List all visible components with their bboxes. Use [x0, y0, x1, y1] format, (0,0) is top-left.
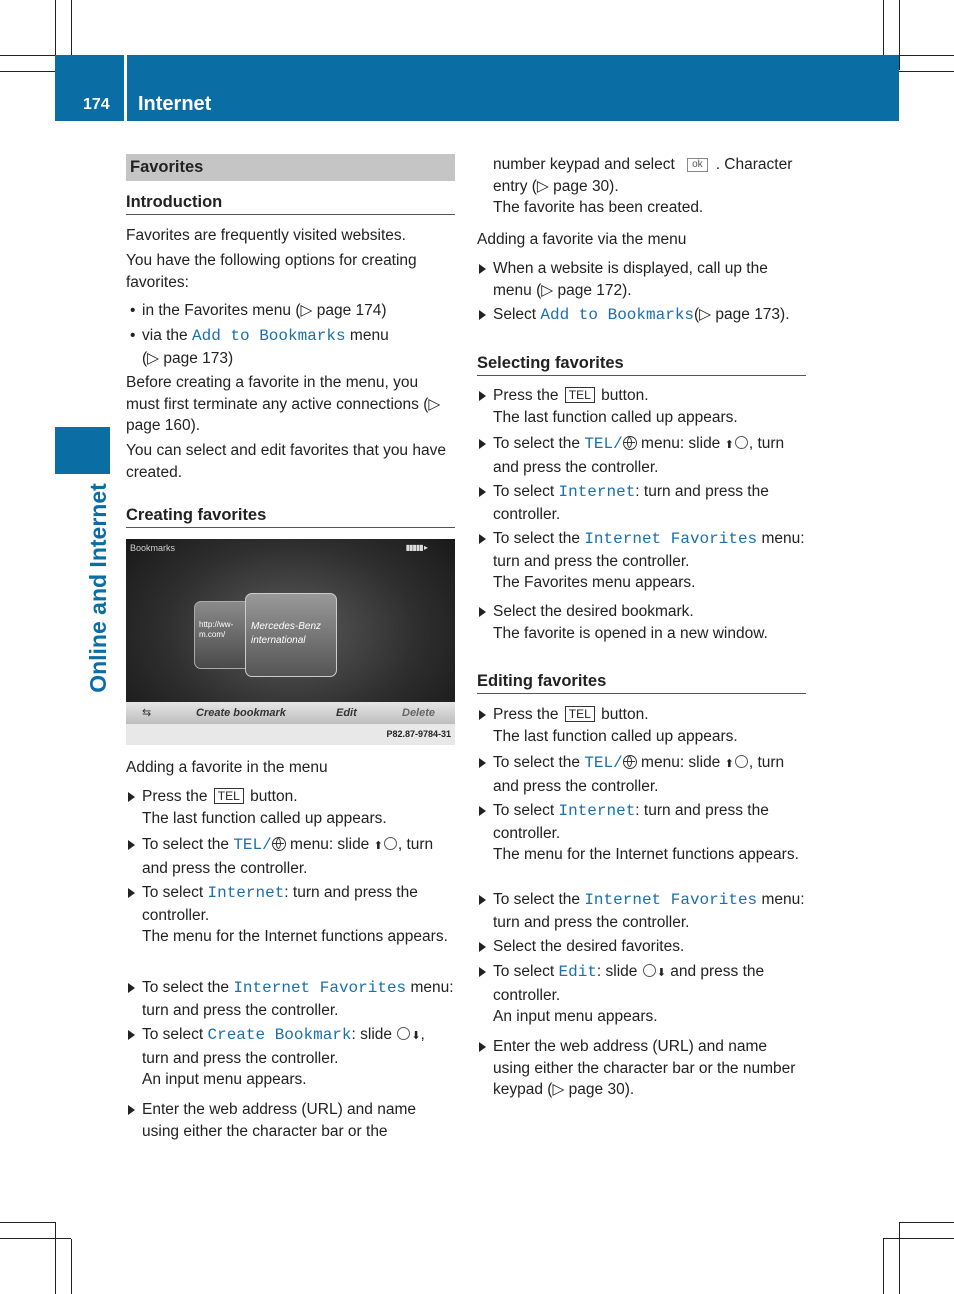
step-text: button. [245, 788, 298, 805]
step-result: The last function called up appears. [493, 727, 738, 745]
intro-paragraph: Favorites are frequently visited websites. [126, 227, 406, 244]
step-text: (▷ page 173). [694, 306, 790, 323]
crop-mark [0, 1222, 55, 1223]
procedure-intro: Adding a favorite via the menu [477, 231, 687, 248]
crop-mark [899, 1222, 954, 1223]
favorites-bar: Favorites [126, 154, 455, 181]
step-result: The last function called up appears. [142, 809, 387, 827]
menu-name: Internet Favorites [584, 530, 758, 548]
step-arrow-icon [128, 983, 135, 993]
introduction-heading: Introduction [126, 191, 455, 215]
step-text: , turn and press the controller. [493, 754, 785, 795]
step-result: The Favorites menu appears. [493, 574, 696, 591]
step-text: button. [596, 706, 649, 723]
step-item [477, 936, 806, 958]
step-item [126, 1099, 455, 1142]
step-item [477, 385, 806, 428]
step-text: : slide [596, 963, 642, 980]
step-text: To select [142, 1026, 208, 1043]
edit-item: Edit [336, 707, 357, 719]
intro-paragraph: You have the following options for creating favorites: [126, 252, 417, 291]
crop-mark [899, 71, 954, 72]
step-text: When a website is displayed, call up the menu (▷ page 172). [493, 260, 768, 299]
step-arrow-icon [479, 895, 486, 905]
step-text: Select the desired favorites. [493, 938, 685, 955]
selecting-favorites-heading: Selecting favorites [477, 352, 806, 376]
crop-mark [55, 1222, 56, 1294]
step-result: The menu for the Internet functions appears. [142, 928, 448, 945]
step-result: The favorite is opened in a new window. [493, 624, 768, 642]
crop-mark [0, 1238, 71, 1239]
step-arrow-icon [479, 967, 486, 977]
bookmark-tile-url: http://ww- m.com/ [199, 620, 234, 639]
slide-up-arrow-icon: ⬆ [373, 840, 383, 852]
step-result: An input menu appears. [142, 1071, 307, 1088]
step-arrow-icon [479, 607, 486, 617]
step-item [126, 977, 455, 1021]
bullet-item [126, 300, 455, 322]
step-arrow-icon [479, 710, 486, 720]
menu-name: TEL/ [584, 754, 623, 772]
crop-mark [883, 1239, 884, 1294]
step-arrow-icon [479, 806, 486, 816]
step-text: Select [493, 306, 541, 323]
menu-name: Add to Bookmarks [191, 327, 346, 345]
step-arrow-icon [479, 942, 486, 952]
step-item [477, 800, 806, 866]
step-text: menu: slide [285, 836, 374, 853]
editing-favorites-heading: Editing favorites [477, 670, 806, 694]
step-result: An input menu appears. [493, 1008, 658, 1025]
figure-code: P82.87-9784-31 [386, 729, 451, 739]
page-header [55, 55, 899, 121]
bookmarks-screenshot [126, 539, 455, 745]
bookmark-tile-name: Mercedes-Benz international [251, 621, 322, 646]
menu-name: TEL/ [584, 435, 623, 453]
controller-icon [735, 436, 748, 449]
step-item [477, 528, 806, 594]
step-item [126, 834, 455, 879]
screenshot-title: Bookmarks [130, 543, 176, 553]
step-item [477, 258, 806, 301]
step-arrow-icon [479, 487, 486, 497]
bullet-dot: • [130, 302, 136, 319]
controller-icon [643, 964, 656, 977]
step-arrow-icon [128, 1105, 135, 1115]
crop-mark [899, 55, 954, 56]
step-text: : turn and press the controller. [142, 884, 418, 924]
step-text: button. [596, 387, 649, 404]
bookmark-tile [194, 601, 252, 669]
controller-icon [735, 755, 748, 768]
step-arrow-icon [479, 758, 486, 768]
menu-name: Internet [558, 802, 636, 820]
crop-mark [71, 0, 72, 55]
step-text: Press the [142, 788, 212, 805]
step-text: To select [493, 483, 559, 500]
step-arrow-icon [479, 439, 486, 449]
procedure-intro: Adding a favorite in the menu [126, 759, 328, 776]
step-item [477, 304, 806, 327]
page-ref: (▷ page 173) [142, 349, 234, 367]
step-arrow-icon [479, 1042, 486, 1052]
step-text: To select [142, 884, 208, 901]
step-text: To select [493, 963, 559, 980]
crop-mark [883, 0, 884, 55]
step-text: , turn and press the controller. [142, 836, 434, 877]
menu-name: Create Bookmark [207, 1026, 352, 1044]
step-item [477, 433, 806, 478]
step-item [477, 961, 806, 1028]
bullet-text: menu [345, 327, 389, 344]
step-result: The menu for the Internet functions appears. [493, 846, 799, 863]
step-text: menu: turn and press the controller. [142, 979, 454, 1019]
slide-up-arrow-icon: ⬆ [724, 758, 734, 770]
page-number: 174 [83, 96, 110, 113]
step-arrow-icon [128, 792, 135, 802]
screenshot-menubar [126, 702, 455, 724]
step-text: , turn and press the controller. [493, 435, 785, 476]
signal-icon: ▮▮▮▮▮ ▸ [405, 543, 427, 552]
step-arrow-icon [128, 1030, 135, 1040]
step-text: Press the [493, 706, 563, 723]
crop-mark [899, 0, 900, 70]
step-text: To select the [493, 754, 585, 771]
step-arrow-icon [128, 840, 135, 850]
step-item [477, 889, 806, 933]
step-item [477, 1036, 806, 1101]
creating-favorites-heading: Creating favorites [126, 504, 455, 528]
bullet-dot: • [130, 327, 136, 344]
menu-name: Internet Favorites [233, 979, 407, 997]
crop-mark [883, 1238, 954, 1239]
menu-name: Internet [558, 483, 636, 501]
section-side-label: Online and Internet [85, 483, 111, 693]
intro-paragraph: Before creating a favorite in the menu, you must first terminate any active connections (▷ page 160). [126, 374, 441, 434]
step-text: To select the [493, 530, 585, 547]
menu-name: Internet Favorites [584, 891, 758, 909]
step-arrow-icon [479, 310, 486, 320]
globe-icon [623, 755, 637, 769]
screenshot-statusbar [126, 539, 455, 559]
bullet-text: via the [142, 327, 192, 344]
step-text: To select the [142, 979, 234, 996]
step-text: number keypad and select [493, 156, 680, 173]
step-item [477, 704, 806, 747]
step-continuation [477, 154, 806, 219]
step-text: menu: slide [636, 754, 725, 771]
step-text: menu: turn and press the controller. [493, 530, 805, 570]
menu-name: Add to Bookmarks [540, 306, 695, 324]
step-arrow-icon [479, 534, 486, 544]
ok-key-icon: ok [687, 158, 708, 172]
step-item [477, 481, 806, 525]
step-text: and press the controller. [493, 963, 765, 1004]
bookmark-tile-selected [245, 593, 337, 677]
step-text: . Character entry (▷ page 30). [493, 156, 793, 195]
tel-key-icon: TEL [565, 706, 595, 722]
tel-key-icon: TEL [214, 788, 244, 804]
step-text: To select the [142, 836, 234, 853]
step-text: Enter the web address (URL) and name using either the character bar or the [142, 1101, 416, 1140]
crop-mark [899, 1222, 900, 1294]
step-arrow-icon [479, 391, 486, 401]
slide-up-arrow-icon: ⬆ [724, 439, 734, 451]
crop-mark [0, 55, 55, 56]
step-result: The last function called up appears. [493, 408, 738, 426]
globe-icon [272, 837, 286, 851]
step-text: menu: slide [636, 435, 725, 452]
menu-name: Edit [558, 963, 597, 981]
step-text: To select the [493, 891, 585, 908]
step-text: menu: turn and press the controller. [493, 891, 805, 931]
menu-name: TEL/ [233, 836, 272, 854]
chapter-title: Internet [138, 93, 212, 115]
step-item [477, 601, 806, 644]
step-arrow-icon [128, 888, 135, 898]
step-item [126, 882, 455, 948]
step-text: : turn and press the controller. [493, 483, 769, 523]
bullet-item [126, 325, 455, 369]
globe-icon [623, 436, 637, 450]
step-text: Press the [493, 387, 563, 404]
step-text: To select [493, 802, 559, 819]
crop-mark [0, 71, 55, 72]
step-result: The favorite has been created. [493, 199, 704, 216]
screenshot-footer [126, 724, 455, 745]
delete-item: Delete [402, 707, 436, 719]
step-item [477, 752, 806, 797]
slide-down-arrow-icon: ⬇ [411, 1030, 421, 1042]
step-item [126, 786, 455, 829]
step-text: : turn and press the controller. [493, 802, 769, 842]
step-text: : slide [351, 1026, 397, 1043]
controller-icon [397, 1027, 410, 1040]
tel-key-icon: TEL [565, 387, 595, 403]
create-bookmark-item: Create bookmark [196, 707, 286, 719]
back-icon: ⇆ [142, 707, 152, 719]
header-divider [124, 55, 127, 121]
slide-down-arrow-icon: ⬇ [656, 967, 666, 979]
controller-icon [384, 837, 397, 850]
step-text: , turn and press the controller. [142, 1026, 425, 1067]
step-text: Enter the web address (URL) and name using either the character bar or the number keypad (▷ page 30). [493, 1038, 796, 1098]
step-arrow-icon [479, 264, 486, 274]
step-text: Select the desired bookmark. [493, 603, 694, 620]
step-item [126, 1024, 455, 1091]
menu-name: Internet [207, 884, 285, 902]
crop-mark [71, 1239, 72, 1294]
bullet-text: in the Favorites menu (▷ page 174) [142, 302, 387, 319]
intro-paragraph: You can select and edit favorites that you have created. [126, 442, 446, 481]
step-text: To select the [493, 435, 585, 452]
